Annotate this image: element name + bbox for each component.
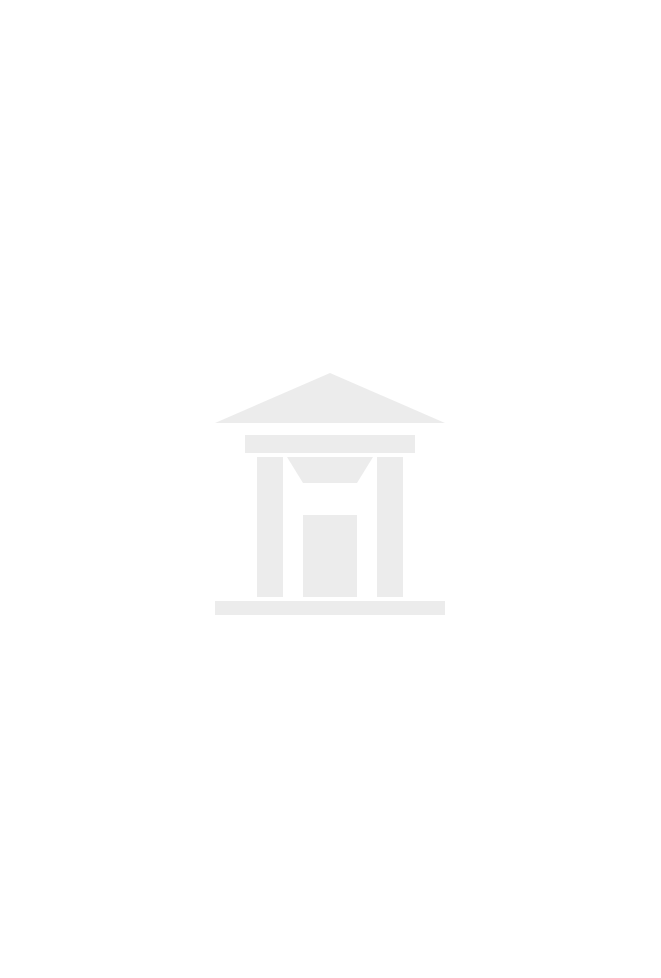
watermark-logo — [175, 365, 485, 725]
